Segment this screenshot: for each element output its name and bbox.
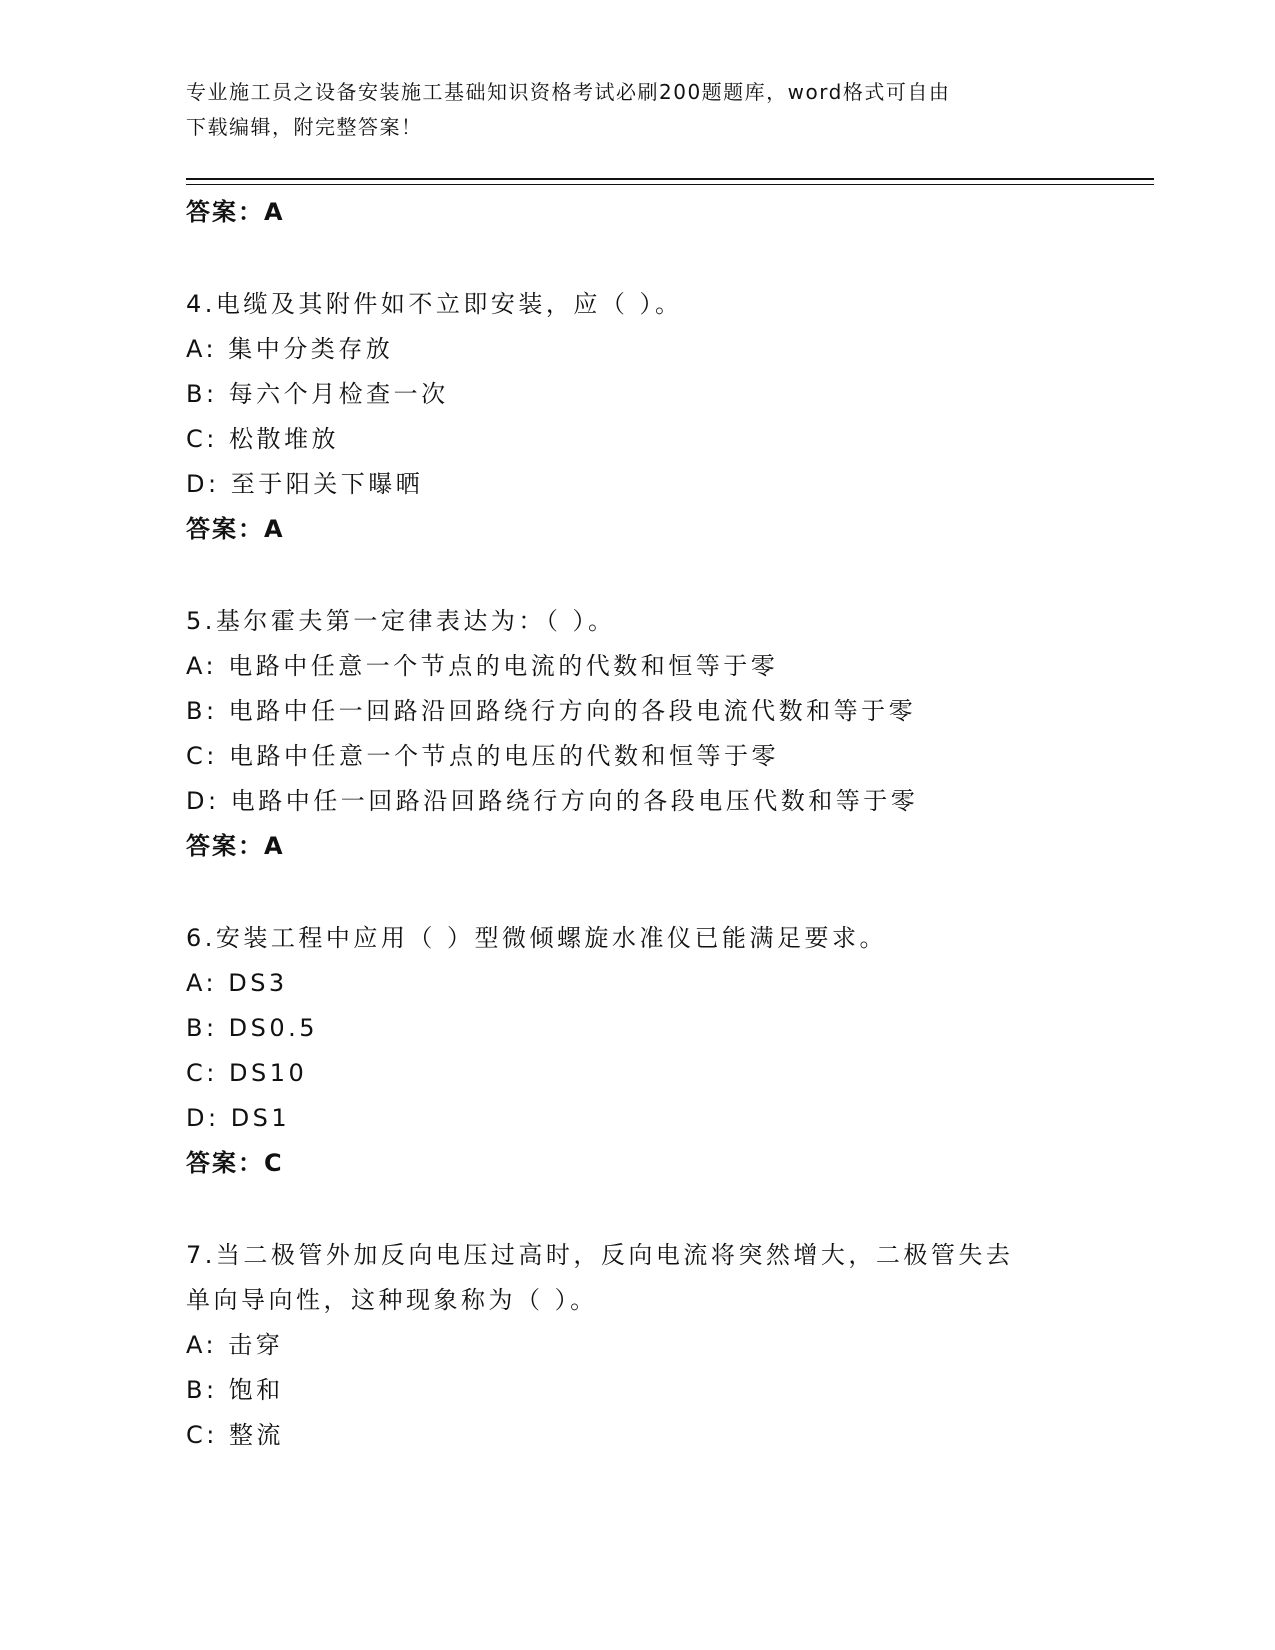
answer-line: 答案：A [186,515,285,543]
spacer [186,552,1154,599]
question-list [186,190,1154,1458]
answer-line: 答案：C [186,1149,284,1177]
option-c: C: 整流 [186,1421,284,1449]
answer-line: 答案：A [186,198,285,226]
header-line-2: 下载编辑，附完整答案！ [186,115,423,139]
question-stem-line-2: 单向导向性，这种现象称为（ ）。 [186,1286,598,1314]
option-b: B: DS0.5 [186,1014,319,1042]
document-page [186,0,1156,1650]
spacer [186,1186,1154,1233]
question-block [186,599,1154,869]
option-b: B: 每六个月检查一次 [186,380,449,408]
question-block [186,282,1154,552]
option-a: A: 击穿 [186,1331,284,1359]
header-rule-thin [186,184,1154,185]
option-b: B: 饱和 [186,1376,284,1404]
question-stem-line-1: 7.当二极管外加反向电压过高时，反向电流将突然增大，二极管失去 [186,1241,1014,1269]
spacer [186,869,1154,916]
header-rule-thick [186,178,1154,180]
spacer [186,235,1154,282]
option-c: C: 松散堆放 [186,425,339,453]
option-a: A: DS3 [186,969,288,997]
question-stem: 4.电缆及其附件如不立即安装，应（ ）。 [186,290,683,318]
option-a: A: 集中分类存放 [186,335,394,363]
option-d: D: 电路中任一回路沿回路绕行方向的各段电压代数和等于零 [186,787,919,815]
question-block [186,1233,1154,1458]
option-c: C: DS10 [186,1059,308,1087]
option-d: D: DS1 [186,1104,291,1132]
option-c: C: 电路中任意一个节点的电压的代数和恒等于零 [186,742,779,770]
answer-line: 答案：A [186,832,285,860]
option-d: D: 至于阳关下曝晒 [186,470,424,498]
question-stem: 6.安装工程中应用（ ）型微倾螺旋水准仪已能满足要求。 [186,924,888,952]
question-stem: 5.基尔霍夫第一定律表达为：（ ）。 [186,607,616,635]
option-a: A: 电路中任意一个节点的电流的代数和恒等于零 [186,652,779,680]
question-block [186,916,1154,1186]
option-b: B: 电路中任一回路沿回路绕行方向的各段电流代数和等于零 [186,697,917,725]
header-line-1: 专业施工员之设备安装施工基础知识资格考试必刷200题题库，word格式可自由 [186,80,951,104]
document-header [186,75,1086,145]
